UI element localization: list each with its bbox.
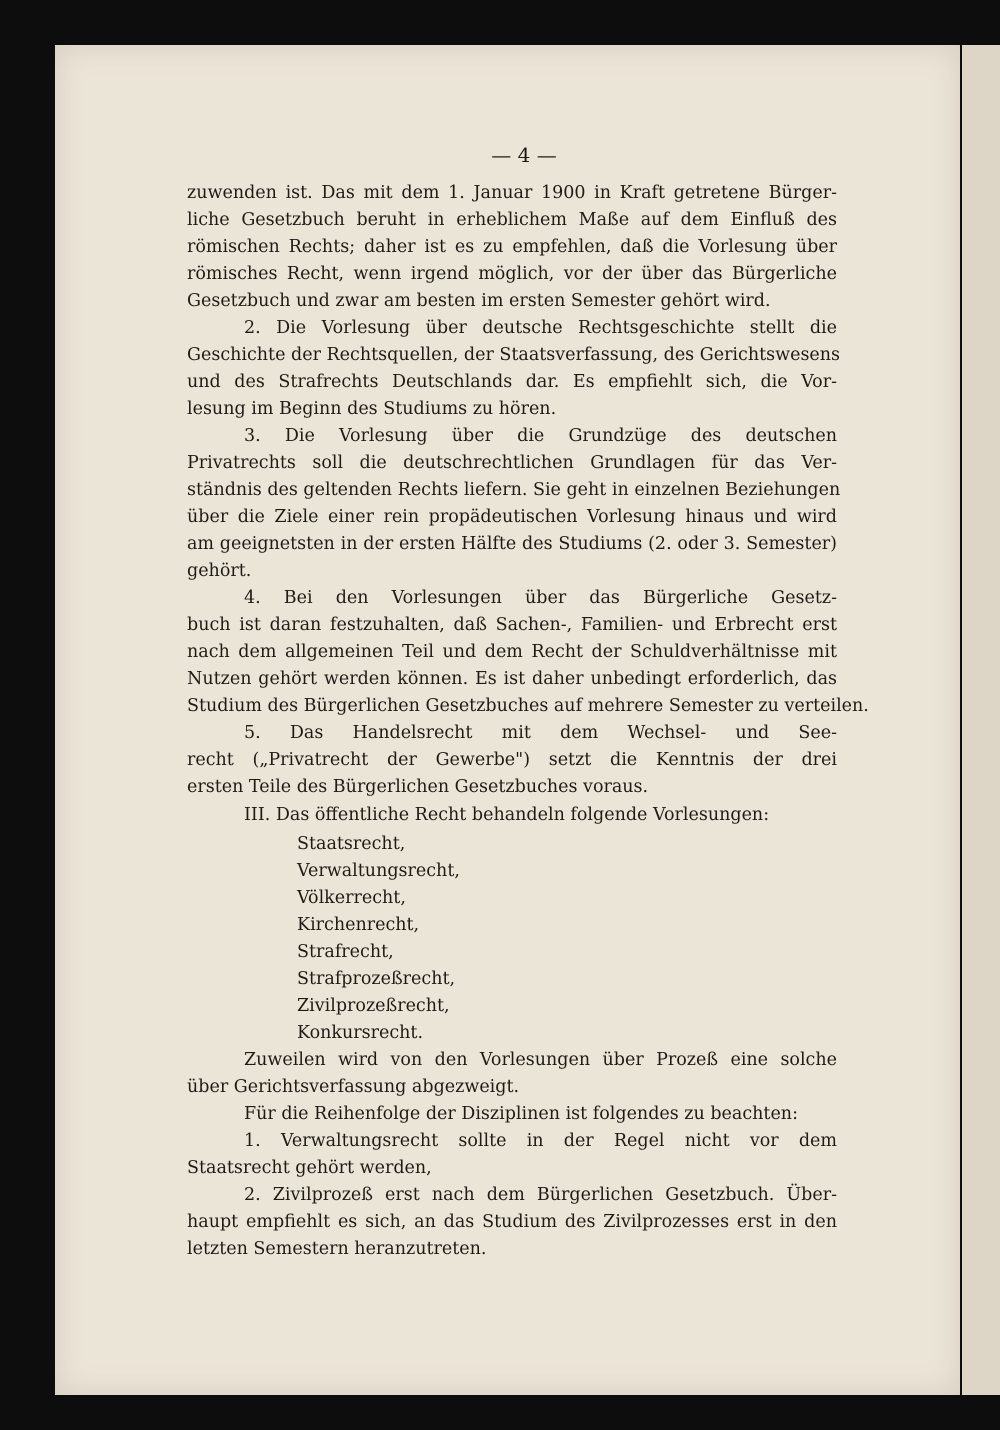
text-line: 4. Bei den Vorlesungen über das Bürgerliche Gesetz-: [244, 588, 837, 608]
text-line: buch ist daran festzuhalten, daß Sachen-, Familien- und Erbrecht erst: [187, 615, 837, 635]
text-line: 5. Das Handelsrecht mit dem Wechsel- und See-: [244, 723, 837, 743]
text-line: ersten Teile des Bürgerlichen Gesetzbuches voraus.: [187, 777, 649, 797]
text-line: Strafprozeßrecht,: [297, 969, 456, 989]
text-line: über die Ziele einer rein propädeutischen Vorlesung hinaus und wird: [187, 507, 837, 527]
text-line: haupt empfiehlt es sich, an das Studium des Zivilprozesses erst in den: [187, 1212, 837, 1232]
text-line: Geschichte der Rechtsquellen, der Staatsverfassung, des Gerichtswesens: [187, 345, 841, 365]
text-line: Verwaltungsrecht,: [297, 861, 460, 881]
text-line: Studium des Bürgerlichen Gesetzbuches auf mehrere Semester zu verteilen.: [187, 696, 869, 716]
text-line: Zivilprozeßrecht,: [297, 996, 450, 1016]
text-line: 2. Zivilprozeß erst nach dem Bürgerlichen Gesetzbuch. Über-: [244, 1185, 837, 1205]
text-line: Für die Reihenfolge der Disziplinen ist folgendes zu beachten:: [244, 1104, 798, 1124]
text-line: letzten Semestern heranzutreten.: [187, 1239, 487, 1259]
text-line: und des Strafrechts Deutschlands dar. Es empfiehlt sich, die Vor-: [187, 372, 837, 392]
text-line: über Gerichtsverfassung abgezweigt.: [187, 1077, 520, 1097]
text-line: nach dem allgemeinen Teil und dem Recht der Schuldverhältnisse mit: [187, 642, 837, 662]
text-line: Zuweilen wird von den Vorlesungen über Prozeß eine solche: [244, 1050, 837, 1070]
text-line: Völkerrecht,: [297, 888, 406, 908]
text-line: Staatsrecht,: [297, 834, 406, 854]
text-line: recht („Privatrecht der Gewerbe") setzt die Kenntnis der drei: [187, 750, 837, 770]
text-line: Strafrecht,: [297, 942, 394, 962]
text-line: römisches Recht, wenn irgend möglich, vor der über das Bürgerliche: [187, 264, 837, 284]
text-line: lesung im Beginn des Studiums zu hören.: [187, 399, 557, 419]
text-line: ständnis des geltenden Rechts liefern. Sie geht in einzelnen Beziehungen: [187, 480, 841, 500]
text-line: 2. Die Vorlesung über deutsche Rechtsgeschichte stellt die: [244, 318, 837, 338]
body-text: [187, 0, 869, 1430]
text-line: Staatsrecht gehört werden,: [187, 1158, 432, 1178]
text-line: 1. Verwaltungsrecht sollte in der Regel nicht vor dem: [244, 1131, 837, 1151]
text-line: zuwenden ist. Das mit dem 1. Januar 1900 in Kraft getretene Bürger-: [187, 183, 837, 203]
text-line: römischen Rechts; daher ist es zu empfehlen, daß die Vorlesung über: [187, 237, 837, 257]
text-line: gehört.: [187, 561, 252, 581]
text-line: Nutzen gehört werden können. Es ist daher unbedingt erforderlich, das: [187, 669, 837, 689]
text-line: Kirchenrecht,: [297, 915, 420, 935]
adjacent-page-edge: [962, 45, 1000, 1395]
text-line: Konkursrecht.: [297, 1023, 424, 1043]
page-number: — 4 —: [491, 143, 557, 167]
text-line: liche Gesetzbuch beruht in erheblichem Maße auf dem Einfluß des: [187, 210, 837, 230]
text-line: III. Das öffentliche Recht behandeln folgende Vorlesungen:: [244, 805, 770, 825]
text-line: am geeignetsten in der ersten Hälfte des Studiums (2. oder 3. Semester): [187, 534, 837, 554]
text-line: Privatrechts soll die deutschrechtlichen Grundlagen für das Ver-: [187, 453, 837, 473]
text-line: Gesetzbuch und zwar am besten im ersten Semester gehört wird.: [187, 291, 771, 311]
text-line: 3. Die Vorlesung über die Grundzüge des deutschen: [244, 426, 837, 446]
